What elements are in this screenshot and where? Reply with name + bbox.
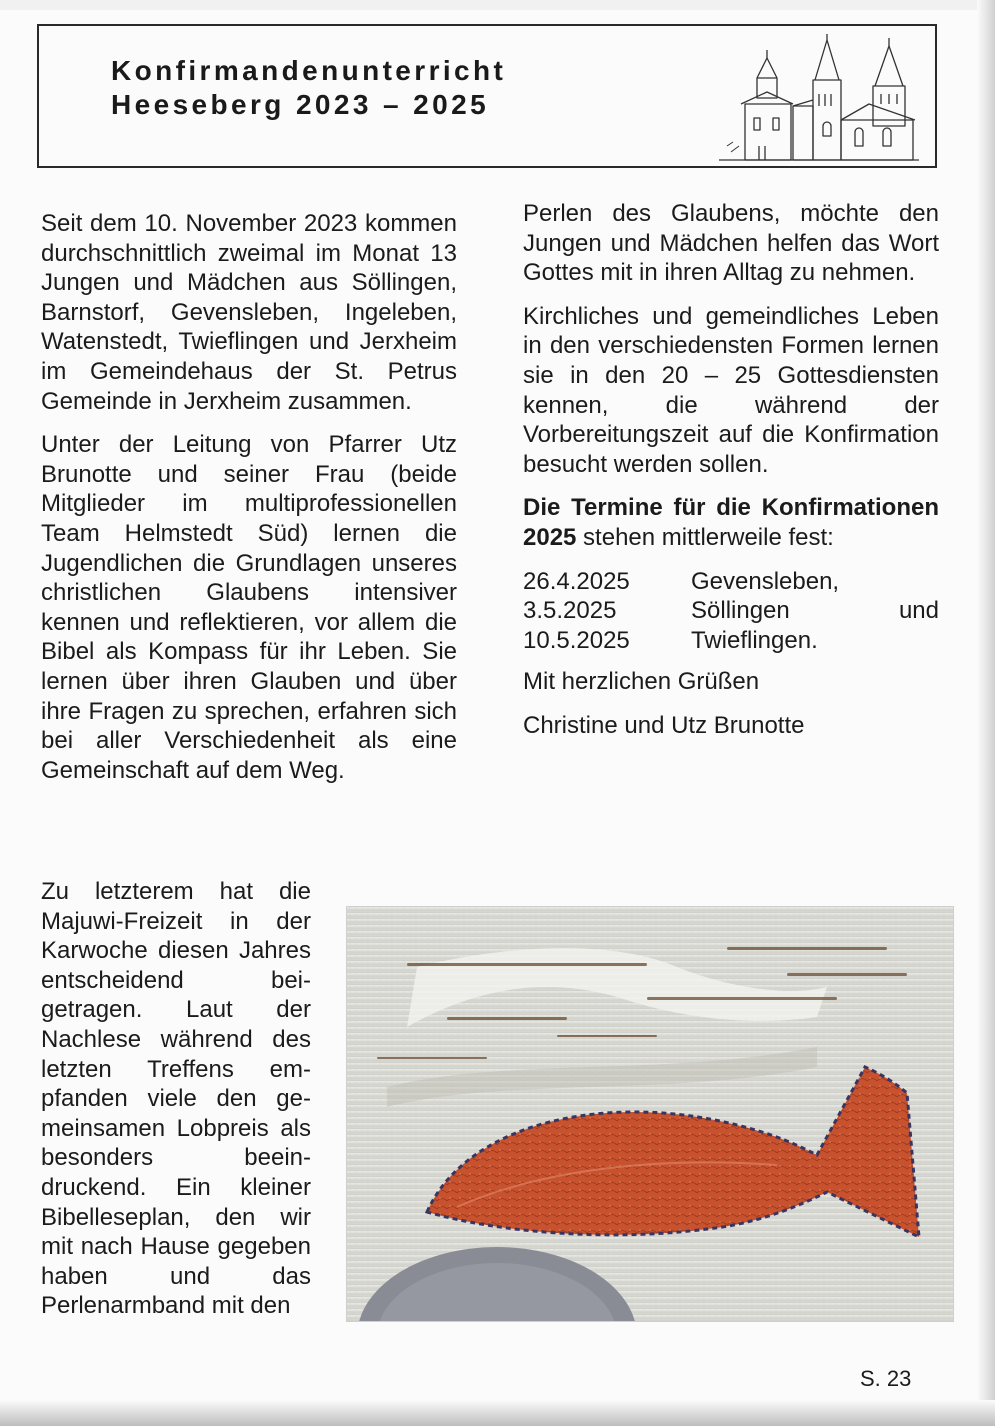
header-box: [37, 24, 937, 168]
paragraph-majuwi: Zu letzterem hat die Majuwi-Freizeit in der Karwoche diesen Jahres entscheidend beigetragen. Laut der Nachlese während des letzten Treffens empfanden viele den gemeinsamen Lobpreis als besonders beeindruckend. Ein kleiner Bibelleseplan, den wir mit nach Hause gegeben haben und das Perlenarmband mit den: [41, 878, 311, 1320]
paragraph-termine: [523, 493, 939, 552]
fish-photo-svg: [347, 907, 954, 1322]
date-item: 10.5.2025: [523, 626, 630, 654]
text-column-bottom-left: [41, 877, 311, 1335]
text-column-left: [41, 209, 457, 799]
page-title: [111, 54, 506, 122]
title-line-1: Konfirmandenunterricht: [111, 55, 507, 86]
title-line-2: Heeseberg 2023 – 2025: [111, 89, 490, 120]
paragraph-perlen: Perlen des Glaubens, möchte den Jungen und Mädchen helfen das Wort Gottes mit in ihren Alltag zu nehmen.: [523, 200, 939, 287]
greeting: Mit herzlichen Grüßen: [523, 668, 760, 696]
scan-edge-right: [977, 0, 995, 1426]
date-item: 26.4.2025: [523, 567, 630, 595]
scan-edge-bottom: [0, 1400, 995, 1426]
place-item: Söllingen und: [691, 597, 939, 625]
signature: Christine und Utz Brunotte: [523, 711, 805, 739]
page-number: S. 23: [860, 1366, 912, 1391]
paragraph-leitung: Unter der Leitung von Pfarrer Utz Brunotte und seiner Frau (beide Mitglieder im multiprofessionellen Team Helmstedt Süd) lernen die Jugendlichen die Grundlagen unseres christlichen Glaubens intensiver kennen und reflektieren, vor allem die Bibel als Kompass für ihr Leben. Sie lernen über ihren Glauben und über ihre Fragen zu sprechen, erfahren sich bei aller Verschiedenheit als eine Gemeinschaft auf dem Weg.: [41, 431, 457, 784]
fish-photo: [346, 906, 954, 1322]
paragraph-intro: Seit dem 10. November 2023 kommen durchschnittlich zweimal im Monat 13 Jungen und Mädchen aus Söllingen, Barnstorf, Gevensleben, Ingeleben, Watenstedt, Twieflingen und Jerxheim im Gemeindehaus der St. Petrus Gemeinde in Jerxheim zusammen.: [41, 210, 457, 415]
termine-heading: Die Termine für die Konfirmationen 2025: [523, 494, 939, 551]
paragraph-gottesdienste: Kirchliches und gemeindliches Leben in den verschiedensten Formen lernen sie in den 20 – 25 Gottesdiensten kennen, die während der Vorbereitungszeit auf die Konfirmation besucht werden sollen.: [523, 302, 939, 478]
church-illustration-icon: [719, 34, 919, 162]
place-item: Gevensleben,: [691, 567, 840, 595]
scan-edge-top: [0, 0, 995, 10]
text-column-right: [523, 199, 939, 755]
place-item: Twieflingen.: [691, 626, 818, 654]
dates-list: [523, 567, 939, 656]
termine-text: stehen mittlerweile fest:: [576, 523, 834, 551]
date-item: 3.5.2025: [523, 597, 617, 625]
